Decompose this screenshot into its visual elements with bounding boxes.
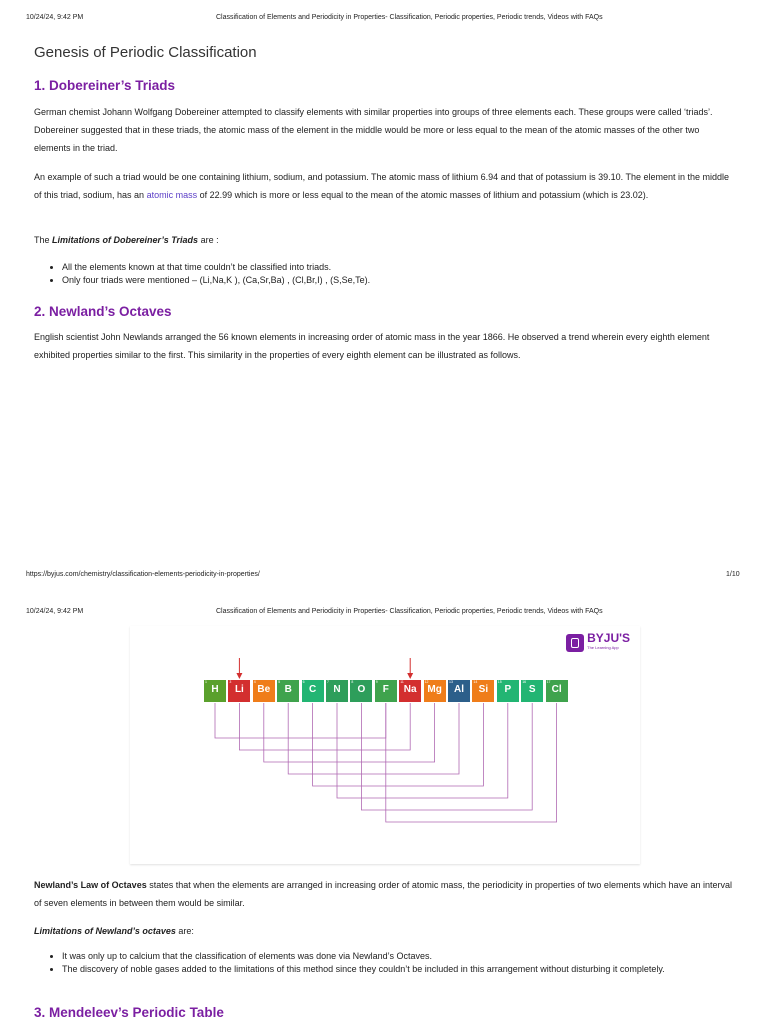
atomic-number: 14 [473, 680, 478, 684]
atomic-number: 9 [375, 680, 378, 684]
paragraph-triad-example [34, 168, 734, 204]
octave-connector [386, 703, 557, 822]
list-item: • It was only up to calcium that the classification of elements was done via Newland’s Octaves. [62, 950, 734, 963]
limitations-dobereiner-intro [34, 231, 734, 249]
text: states that when the elements are arranged in increasing order of atomic mass, the periodicity in properties of two elements which have an interval of seven elements in between them would be similar. [34, 880, 733, 908]
text: The [34, 235, 53, 245]
logo-tagline: The Learning App [587, 645, 619, 650]
atomic-number: 13 [449, 680, 453, 684]
element-tile-b [277, 680, 299, 702]
octave-connector [337, 703, 508, 798]
element-tile-mg [424, 680, 446, 702]
dobereiner-limitations-list [34, 261, 734, 287]
atomic-number: 12 [424, 680, 429, 684]
logo-name: BYJU'S [587, 631, 630, 645]
heading-dobereiner-triads: 1. Dobereiner’s Triads [34, 78, 176, 93]
element-symbol: S [528, 684, 536, 695]
bold-term: Newland’s Law of Octaves [34, 880, 147, 890]
text: are: [175, 926, 194, 936]
print-header-title: Classification of Elements and Periodicity in Properties- Classification, Periodic properties, Periodic trends, Videos with FAQs [216, 14, 603, 21]
element-symbol: Li [234, 684, 244, 695]
paragraph-law-of-octaves [34, 876, 734, 912]
element-tile-al [448, 680, 470, 702]
element-symbol: Mg [427, 684, 442, 695]
octave-connector-diagram [130, 626, 640, 864]
element-tile-si [472, 680, 494, 702]
element-tile-c [302, 680, 324, 702]
print-footer-page-number: 1/10 [726, 571, 740, 578]
element-symbol: F [382, 684, 389, 695]
atomic-number: 11 [400, 680, 404, 684]
atomic-number: 7 [327, 680, 329, 684]
arrow-head [407, 673, 413, 679]
element-tile-p [497, 680, 519, 702]
octave-connector [288, 703, 459, 774]
arrow-head [236, 673, 242, 679]
paragraph-text: of 22.99 which is more or less equal to the mean of the atomic masses of lithium and potassium (which is 23.02). [197, 190, 649, 200]
newlands-octaves-figure [130, 626, 640, 864]
element-symbol: C [308, 684, 317, 695]
atomic-number: 17 [546, 680, 551, 684]
atomic-number: 3 [229, 680, 232, 684]
atomic-number: 5 [278, 680, 281, 684]
element-symbol: Cl [551, 684, 562, 695]
text: are : [198, 235, 219, 245]
element-tile-s [521, 680, 543, 702]
print-header-date: 10/24/24, 9:42 PM [26, 608, 84, 615]
element-symbol: P [504, 684, 512, 695]
element-tile-h [204, 680, 226, 702]
octave-connector [313, 703, 484, 786]
emphasis: Limitations of Newland’s octaves [34, 926, 176, 936]
element-symbol: H [211, 684, 219, 695]
limitations-newlands-intro [34, 922, 734, 940]
list-item: • Only four triads were mentioned – (Li,Na,K ), (Ca,Sr,Ba) , (Cl,Br,I) , (S,Se,Te). [62, 274, 734, 287]
element-tile-li [228, 680, 250, 702]
octave-connector [264, 703, 435, 762]
element-symbol: Al [454, 684, 464, 695]
element-tile-n [326, 680, 348, 702]
print-footer-url: https://byjus.com/chemistry/classification-elements-periodicity-in-properties/ [26, 571, 260, 578]
list-item: • All the elements known at that time couldn’t be classified into triads. [62, 261, 734, 274]
octave-connector [361, 703, 532, 810]
print-header-title: Classification of Elements and Periodicity in Properties- Classification, Periodic properties, Periodic trends, Videos with FAQs [216, 608, 603, 615]
page-title: Genesis of Periodic Classification [34, 44, 257, 61]
paragraph-newlands-intro: English scientist John Newlands arranged the 56 known elements in increasing order of atomic mass in the year 1866. He observed a trend wherein every eighth element exhibited properties similar to the first. This similarity in the properties of every eighth element can be illustrated as follows. [34, 332, 710, 360]
atomic-number: 1 [205, 680, 207, 684]
atomic-number: 16 [522, 680, 527, 684]
atomic-number: 15 [497, 680, 502, 684]
atomic-number: 4 [253, 680, 256, 684]
heading-newlands-octaves: 2. Newland’s Octaves [34, 304, 172, 319]
element-symbol: Si [478, 684, 489, 695]
octave-connector [239, 703, 410, 750]
element-symbol: Na [403, 684, 417, 695]
paragraph-dobereiner-intro: German chemist Johann Wolfgang Dobereiner attempted to classify elements with similar properties into groups of three elements each. These groups were called ‘triads’. Dobereiner suggested that in these triads, the atomic mass of the element in the middle would be more or less equal to the mean of the atomic masses of the other two elements in the triad. [34, 107, 713, 153]
octave-connector [215, 703, 386, 738]
newlands-limitations-list [34, 950, 734, 976]
atomic-number: 8 [351, 680, 354, 684]
element-tile-cl [546, 680, 568, 702]
element-symbol: N [333, 684, 341, 695]
atomic-mass-link[interactable]: atomic mass [146, 190, 198, 200]
atomic-number: 6 [302, 680, 305, 684]
element-tile-o [350, 680, 372, 702]
list-item: • The discovery of noble gases added to the limitations of this method since they couldn’t be included in this arrangement without disturbing it completely. [62, 963, 734, 976]
emphasis: Limitations of Dobereiner’s Triads [52, 235, 199, 245]
heading-mendeleev-table: 3. Mendeleev’s Periodic Table [34, 1005, 224, 1020]
paragraph-text: An example of such a triad would be one containing lithium, sodium, and potassium. The atomic mass of lithium 6.94 and that of potassium is 39.10. The element in the middle of this triad, sodium, has an [34, 172, 730, 200]
element-tile-f [375, 680, 397, 702]
print-header-date: 10/24/24, 9:42 PM [26, 14, 84, 21]
element-symbol: B [284, 684, 292, 695]
element-symbol: Be [257, 684, 271, 695]
element-tile-na [399, 680, 421, 702]
element-symbol: O [357, 684, 366, 695]
element-tile-be [253, 680, 275, 702]
